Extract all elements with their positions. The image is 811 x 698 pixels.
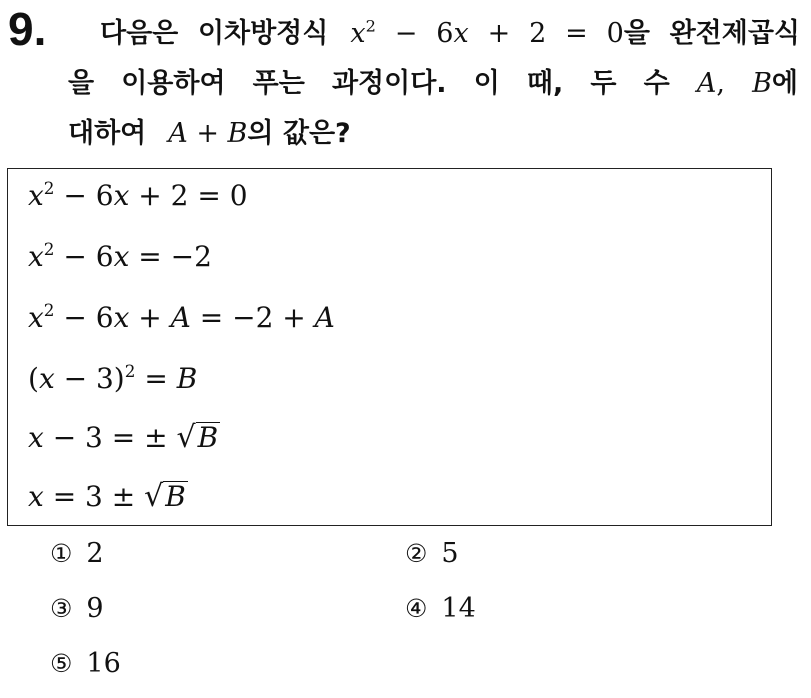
choice-4-value: 14	[441, 593, 476, 624]
variable-comma: ,	[716, 68, 725, 99]
choice-3-value: 9	[86, 593, 104, 624]
solution-step-6: x = 3 ± √B	[28, 479, 186, 514]
solution-step-4: $(x - 3)^2 = B$	[28, 361, 198, 395]
choice-2[interactable]	[405, 538, 459, 570]
variable-a: A	[696, 68, 717, 99]
choice-4-mark: ④	[405, 594, 428, 623]
solution-step-3: $x^2 - 6x + A = -2 + A$	[28, 300, 335, 334]
solution-box	[7, 168, 772, 526]
choice-2-mark: ②	[405, 539, 428, 568]
question-line2-text: 을 이용하여 푸는 과정이다. 이 때, 두 수	[68, 68, 670, 99]
solution-step-5: x − 3 = ± √B	[28, 420, 219, 455]
question-line-3	[68, 116, 798, 152]
solution-step-1: $x^2 - 6x + 2 = 0$	[28, 178, 248, 212]
question-line-2	[68, 66, 798, 102]
question-line2-suffix: 에	[771, 68, 798, 99]
question-line1-suffix: 을 완전제곱식	[623, 18, 800, 49]
question-equation: $x^2 - 6x + 2 = 0$	[350, 16, 624, 49]
sum-expression: A + B	[168, 118, 248, 149]
question-line1-text: 다음은 이차방정식	[100, 18, 329, 49]
choice-5[interactable]	[50, 648, 121, 680]
choice-2-value: 5	[441, 538, 459, 569]
choice-4[interactable]	[405, 593, 476, 625]
choice-1-mark: ①	[50, 539, 73, 568]
solution-step-2: $x^2 - 6x = -2$	[28, 239, 212, 273]
question-line-1	[100, 16, 800, 52]
choice-1-value: 2	[86, 538, 104, 569]
choice-3[interactable]	[50, 593, 104, 625]
choice-5-value: 16	[86, 648, 121, 679]
question-line3-text: 대하여	[68, 118, 147, 149]
choice-1[interactable]	[50, 538, 104, 570]
choice-3-mark: ③	[50, 594, 73, 623]
choice-5-mark: ⑤	[50, 649, 73, 678]
question-number: 9.	[8, 3, 47, 55]
question-line3-suffix: 의 값은?	[247, 118, 351, 149]
variable-b: B	[752, 68, 772, 99]
